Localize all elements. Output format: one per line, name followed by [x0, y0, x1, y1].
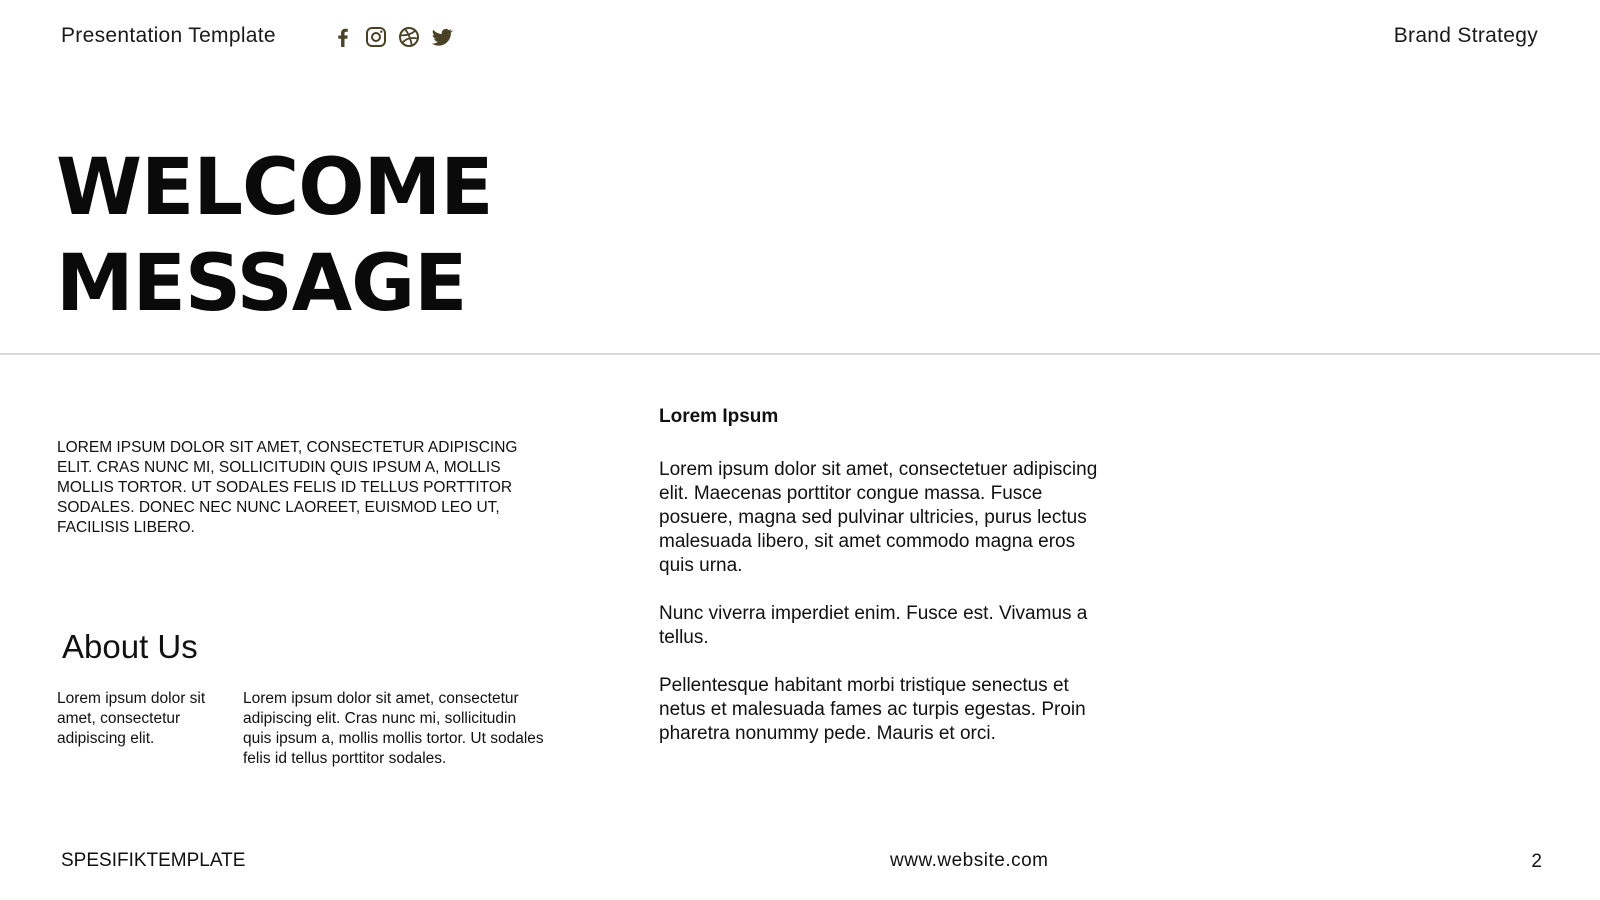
instagram-icon[interactable] [364, 25, 388, 49]
social-icons [331, 25, 454, 49]
page-title-line1: WELCOME [56, 143, 493, 233]
page-title-line2: MESSAGE [56, 239, 467, 329]
about-text-col1: Lorem ipsum dolor sit amet, consectetur adipiscing elit. [57, 690, 206, 747]
body-paragraph: Pellentesque habitant morbi tristique senectus et netus et malesuada fames ac turpis egestas. Proin pharetra nonummy pede. Mauris et orci. [659, 675, 1086, 744]
horizontal-divider [0, 353, 1600, 355]
presentation-title: Presentation Template [61, 24, 276, 47]
lorem-ipsum-heading: Lorem Ipsum [659, 406, 779, 427]
lorem-ipsum-section [659, 406, 1099, 770]
page-title [56, 140, 492, 332]
about-text-col2: Lorem ipsum dolor sit amet, consectetur adipiscing elit. Cras nunc mi, sollicitudin quis ipsum a, mollis mollis tortor. Ut sodales felis id tellus porttitor sodales. [243, 690, 544, 767]
dribbble-icon[interactable] [397, 25, 421, 49]
body-paragraph: Lorem ipsum dolor sit amet, consectetuer adipiscing elit. Maecenas porttitor congue massa. Fusce posuere, magna sed pulvinar ultricies, purus lectus malesuada libero, sit amet commodo magna eros quis urna. [659, 459, 1098, 576]
intro-text: LOREM IPSUM DOLOR SIT AMET, CONSECTETUR ADIPISCING ELIT. CRAS NUNC MI, SOLLICITUDIN QUIS IPSUM A, MOLLIS MOLLIS TORTOR. UT SODALES FELIS ID TELLUS PORTTITOR SODALES. DONEC NEC NUNC LAOREET, EUISMOD LEO UT, FACILISIS LIBERO. [57, 439, 518, 536]
page-number: 2 [1531, 851, 1542, 872]
about-heading: About Us [62, 628, 198, 665]
body-paragraph: Nunc viverra imperdiet enim. Fusce est. Vivamus a tellus. [659, 603, 1088, 648]
footer-brand: SPESIFIKTEMPLATE [61, 850, 246, 871]
facebook-icon[interactable] [331, 25, 355, 49]
footer-website-link[interactable]: www.website.com [890, 850, 1049, 871]
twitter-icon[interactable] [430, 25, 454, 49]
section-label: Brand Strategy [1393, 24, 1538, 47]
